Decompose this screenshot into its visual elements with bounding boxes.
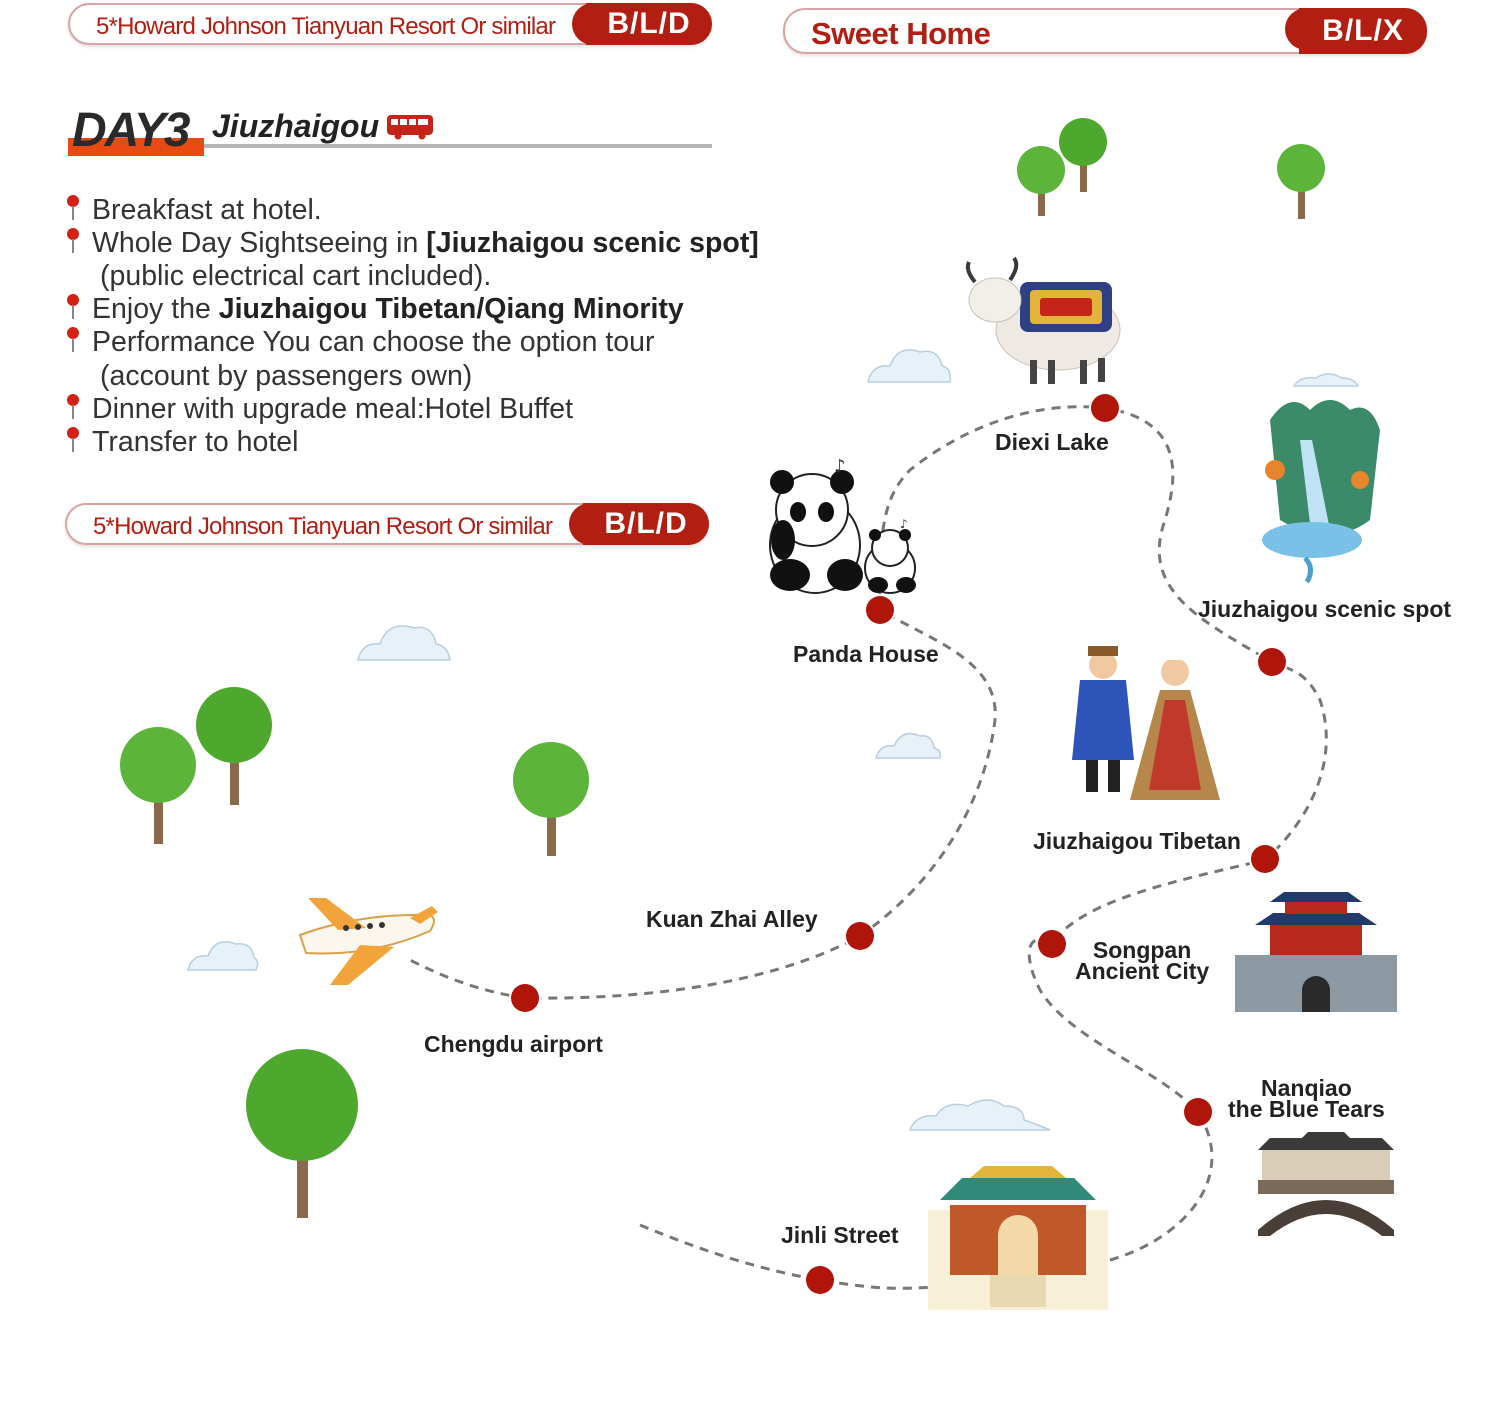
label-kuan-zhai-alley: Kuan Zhai Alley <box>646 906 818 932</box>
day-number: DAY3 <box>72 104 189 157</box>
label-chengdu-airport: Chengdu airport <box>424 1031 603 1057</box>
panda-icon <box>770 456 916 593</box>
itinerary-item: Breakfast at hotel. <box>92 194 322 226</box>
label-diexi-lake: Diexi Lake <box>995 429 1109 455</box>
label-songpan: Songpan Ancient City <box>1075 937 1210 984</box>
stop-marker-chengdu-airport <box>511 984 539 1012</box>
itinerary-item: Transfer to hotel <box>92 426 299 458</box>
itinerary-item: Enjoy the Jiuzhaigou Tibetan/Qiang Minority <box>92 293 684 325</box>
airplane-icon <box>300 898 438 985</box>
meal-badge: B/L/D <box>586 3 712 45</box>
stop-marker-jinli-street <box>806 1266 834 1294</box>
city-gate-icon <box>1235 892 1397 1012</box>
hotel-name: 5*Howard Johnson Tianyuan Resort Or similar <box>96 13 556 40</box>
hotel-name: 5*Howard Johnson Tianyuan Resort Or similar <box>93 513 553 540</box>
itinerary-item: Performance You can choose the option tour <box>92 326 655 358</box>
tibetan-dancers-icon <box>1072 646 1220 800</box>
itinerary-item: Whole Day Sightseeing in [Jiuzhaigou scenic spot] <box>92 227 759 259</box>
stop-marker-nanqiao <box>1184 1098 1212 1126</box>
stop-marker-panda-house <box>866 596 894 624</box>
stop-marker-jiuzhaigou-scenic-spot <box>1258 648 1286 676</box>
day-destination: Jiuzhaigou <box>212 108 380 144</box>
label-nanqiao: Nanqiao the Blue Tears <box>1228 1075 1385 1122</box>
label-jiuzhaigou-tibetan: Jiuzhaigou Tibetan <box>1033 828 1241 854</box>
waterfall-icon <box>1262 400 1380 582</box>
stop-marker-jiuzhaigou-tibetan <box>1251 845 1279 873</box>
yak-icon <box>968 258 1120 384</box>
svg-text:♪: ♪ <box>834 456 846 477</box>
stop-marker-kuan-zhai-alley <box>846 922 874 950</box>
stop-marker-diexi-lake <box>1091 394 1119 422</box>
stop-marker-songpan <box>1038 930 1066 958</box>
itinerary-item-continuation: (account by passengers own) <box>100 360 473 392</box>
meal-badge: B/L/X <box>1299 8 1427 54</box>
label-panda-house: Panda House <box>793 641 939 667</box>
label-jiuzhaigou-scenic-spot: Jiuzhaigou scenic spot <box>1198 596 1452 622</box>
label-jinli-street: Jinli Street <box>781 1222 899 1248</box>
sweet-home-text: Sweet Home <box>811 16 991 51</box>
meal-badge: B/L/D <box>583 503 709 545</box>
tree-icon <box>120 118 1325 1218</box>
bridge-icon <box>1258 1132 1394 1236</box>
itinerary-item-continuation: (public electrical cart included). <box>100 260 492 292</box>
temple-gate-icon <box>928 1166 1108 1310</box>
svg-text:♪: ♪ <box>900 517 908 531</box>
itinerary-item: Dinner with upgrade meal:Hotel Buffet <box>92 393 574 425</box>
